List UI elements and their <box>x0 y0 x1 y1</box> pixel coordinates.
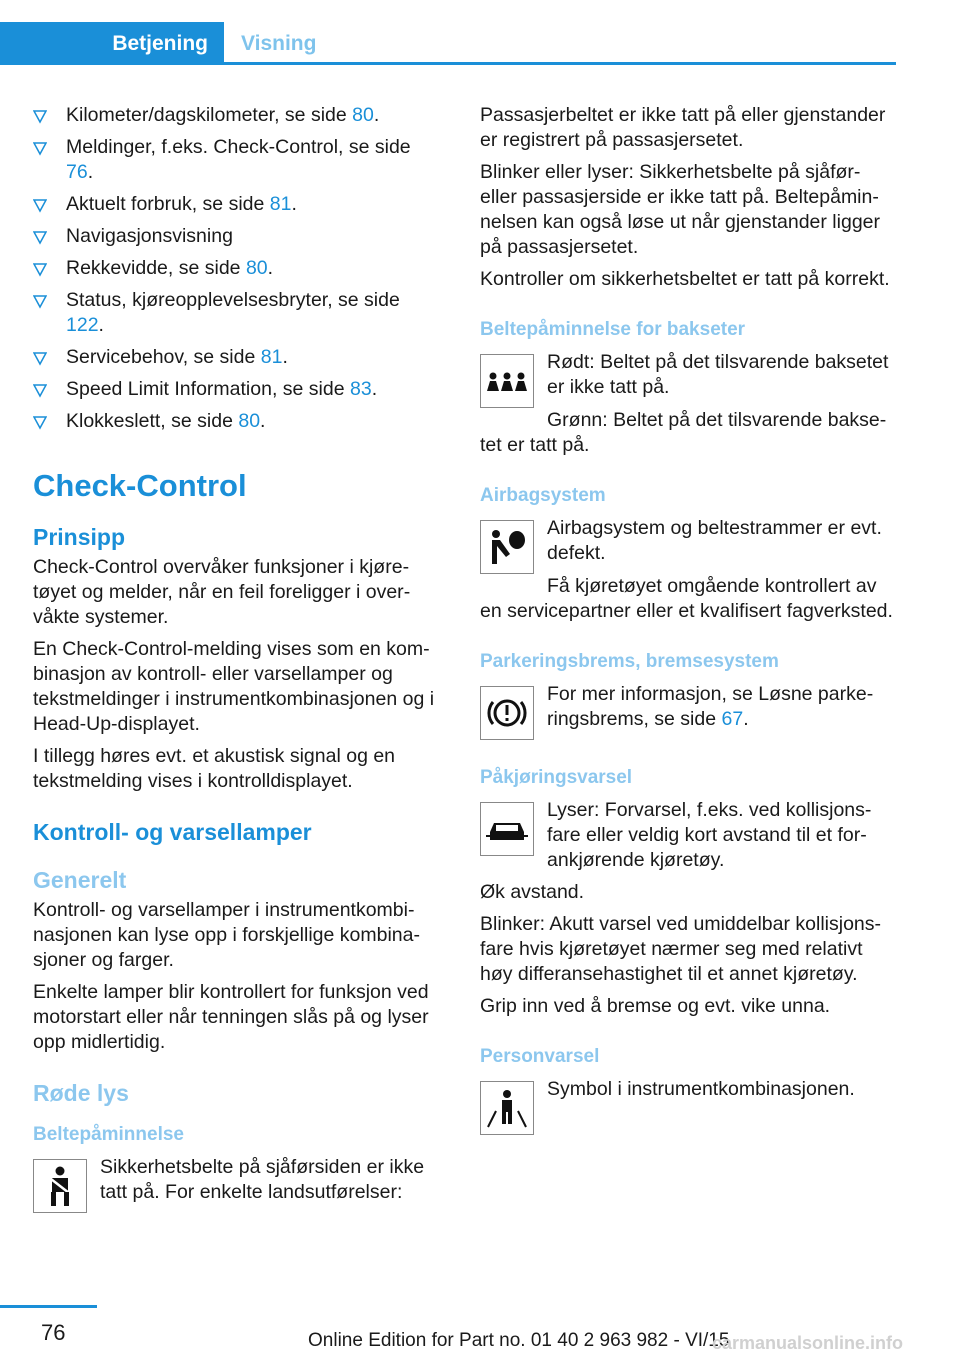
seatbelt-warning-block <box>33 1155 441 1213</box>
list-item: Klokkeslett, se side 80. <box>33 409 441 434</box>
paragraph: Få kjøretøyet omgående kontrollert av en servicepartner eller et kvalifisert fagverksted. <box>480 575 893 622</box>
paragraph: Grønn: Beltet på det tilsvarende baksetet er tatt på. <box>480 409 887 456</box>
list-item: Servicebehov, se side 81. <box>33 345 441 370</box>
triangle-bullet-icon <box>33 194 47 216</box>
paragraph: Kontroll- og varsellamper i instrumentkombinasjonen kan lyse opp i forskjellige kombinasjoner og farger. <box>33 899 420 971</box>
airbag-block <box>480 516 896 574</box>
list-item: Status, kjøreopplevelsesbryter, se side 122. <box>33 288 441 338</box>
paragraph: Kontroller om sikkerhetsbeltet er tatt på korrekt. <box>480 268 890 290</box>
person-warning-block <box>480 1077 896 1135</box>
list-item: Navigasjonsvisning <box>33 224 441 249</box>
paragraph: Blinker eller lyser: Sikkerhetsbelte på sjåfør- eller passasjerside er ikke tatt på. Beltepåminnelsen kan også løse ut når gjenstander ligger på passasjersetet. <box>480 161 880 258</box>
list-item: Speed Limit Information, se side 83. <box>33 377 441 402</box>
triangle-bullet-icon <box>33 226 47 248</box>
page-number: 76 <box>41 1320 66 1345</box>
paragraph: I tillegg høres evt. et akustisk signal og en tekstmelding vises i kontrolldisplayet. <box>33 745 396 792</box>
car-icon <box>480 802 534 856</box>
watermark: carmanualsonline.info <box>712 1333 904 1353</box>
edition-note: Online Edition for Part no. 01 40 2 963 982 - VI/15 <box>308 1330 730 1351</box>
page-link[interactable]: 67 <box>721 708 744 730</box>
paragraph: En Check-Control-melding vises som en kombinasjon av kontroll- eller varsellamper og tekstmeldinger i instrumentkombinasjonen og i Head-Up-displayet. <box>33 638 435 735</box>
list-item: Rekkevidde, se side 80. <box>33 256 441 281</box>
heading-prinsipp: Prinsipp <box>33 524 126 550</box>
heading-beltepaaminnelse-bakseter: Beltepåminnelse for bakseter <box>480 319 746 340</box>
list-item: Aktuelt forbruk, se side 81. <box>33 192 441 217</box>
page-link[interactable]: 81 <box>269 193 292 215</box>
list-item: Kilometer/dagskilometer, se side 80. <box>33 103 441 128</box>
paragraph: Check-Control overvåker funksjoner i kjøretøyet og melder, når en feil foreligger i overvåkte systemer. <box>33 556 411 628</box>
rear-seatbelt-block <box>480 350 896 408</box>
brake-block <box>480 682 896 740</box>
paragraph: Øk avstand. <box>480 881 585 903</box>
paragraph: For mer informasjon, se Løsne parkeringsbrems, se side 67. <box>547 683 874 730</box>
paragraph: Symbol i instrumentkombinasjonen. <box>547 1078 855 1100</box>
footer-rule <box>0 1305 97 1308</box>
page-link[interactable]: 80 <box>352 104 374 126</box>
paragraph: Passasjerbeltet er ikke tatt på eller gjenstander er registrert på passasjersetet. <box>480 104 886 151</box>
triangle-bullet-icon <box>33 137 47 159</box>
page-link[interactable]: 80 <box>245 257 268 279</box>
tab-betjening[interactable]: Betjening <box>0 22 224 62</box>
collision-warning-block <box>480 798 896 873</box>
triangle-bullet-icon <box>33 379 47 401</box>
heading-parkeringsbrems: Parkeringsbrems, bremsesystem <box>480 651 779 672</box>
page-link[interactable]: 80 <box>238 410 261 432</box>
triangle-bullet-icon <box>33 347 47 369</box>
seatbelt-icon <box>33 1159 87 1213</box>
page-link[interactable]: 76 <box>66 161 88 183</box>
page-link[interactable]: 83 <box>349 378 372 400</box>
paragraph: Rødt: Beltet på det tilsvarende baksetet er ikke tatt på. <box>547 351 889 398</box>
heading-personvarsel: Personvarsel <box>480 1046 600 1067</box>
page-link[interactable]: 122 <box>66 314 99 336</box>
triangle-bullet-icon <box>33 290 47 312</box>
heading-generelt: Generelt <box>33 867 127 893</box>
triangle-bullet-icon <box>33 258 47 280</box>
heading-paakjoringsvarsel: Påkjøringsvarsel <box>480 767 633 788</box>
brake-warning-icon <box>480 686 534 740</box>
page-link[interactable]: 81 <box>260 346 283 368</box>
airbag-icon <box>480 520 534 574</box>
section-title: Check-Control <box>33 468 247 503</box>
list-item: Meldinger, f.eks. Check-Control, se side 76. <box>33 135 441 185</box>
heading-kontroll-varsellamper: Kontroll- og varsellamper <box>33 819 312 845</box>
heading-beltepaaminnelse: Beltepåminnelse <box>33 1124 184 1145</box>
heading-rode-lys: Røde lys <box>33 1080 129 1106</box>
right-column <box>480 103 896 1135</box>
tab-visning[interactable]: Visning <box>241 32 317 55</box>
display-items-list <box>33 103 441 434</box>
paragraph: Airbagsystem og beltestrammer er evt. defekt. <box>547 517 882 564</box>
rear-seats-icon <box>480 354 534 408</box>
triangle-bullet-icon <box>33 105 47 127</box>
paragraph: Sikkerhetsbelte på sjåførsiden er ikke tatt på. For enkelte landsutførelser: <box>100 1156 425 1203</box>
left-column <box>33 103 441 1213</box>
heading-airbagsystem: Airbagsystem <box>480 485 606 506</box>
triangle-bullet-icon <box>33 411 47 433</box>
paragraph: Grip inn ved å bremse og evt. vike unna. <box>480 995 831 1017</box>
pedestrian-icon <box>480 1081 534 1135</box>
paragraph: Enkelte lamper blir kontrollert for funksjon ved motorstart eller når tenningen slås på og lyser opp midlertidig. <box>33 981 429 1053</box>
paragraph: Blinker: Akutt varsel ved umiddelbar kollisjonsfare hvis kjøretøyet nærmer seg med relativt høy differansehastighet til et annet kjøretøy. <box>480 913 882 985</box>
chapter-tab-bar <box>0 22 896 65</box>
paragraph: Lyser: Forvarsel, f.eks. ved kollisjonsfare eller veldig kort avstand til et forankjørende kjøretøy. <box>547 799 872 871</box>
